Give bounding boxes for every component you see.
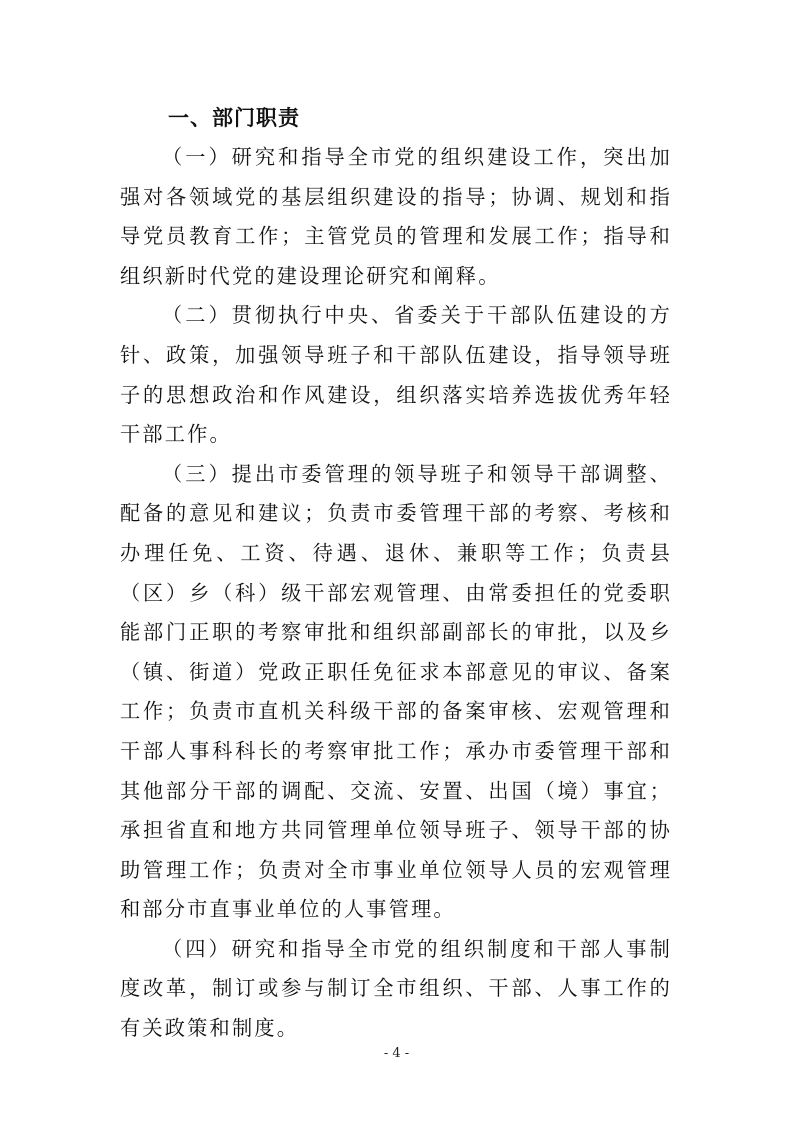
section-heading: 一、部门职责 xyxy=(168,106,300,130)
paragraph-2: （二）贯彻执行中央、省委关于干部队伍建设的方针、政策，加强领导班子和干部队伍建设，指导领导班子的思想政治和作风建设，组织落实培养选拔优秀年轻干部工作。 xyxy=(120,303,672,447)
document-body xyxy=(120,98,672,1049)
paragraph-3: （三）提出市委管理的领导班子和领导干部调整、配备的意见和建议；负责市委管理干部的考察、考核和办理任免、工资、待遇、退休、兼职等工作；负责县（区）乡（科）级干部宏观管理、由常委担任的党委职能部门正职的考察审批和组织部副部长的审批，以及乡（镇、街道）党政正职任免征求本部意见的审议、备案工作；负责市直机关科级干部的备案审核、宏观管理和干部人事科科长的考察审批工作；承办市委管理干部和其他部分干部的调配、交流、安置、出国（境）事宜；承担省直和地方共同管理单位领导班子、领导干部的协助管理工作；负责对全市事业单位领导人员的宏观管理和部分市直事业单位的人事管理。 xyxy=(120,461,672,922)
page-number: - 4 - xyxy=(383,1046,410,1061)
paragraph-1: （一）研究和指导全市党的组织建设工作，突出加强对各领域党的基层组织建设的指导；协调、规划和指导党员教育工作；主管党员的管理和发展工作；指导和组织新时代党的建设理论研究和阐释。 xyxy=(120,145,672,288)
paragraph-4: （四）研究和指导全市党的组织制度和干部人事制度改革，制订或参与制订全市组织、干部、人事工作的有关政策和制度。 xyxy=(120,936,672,1041)
